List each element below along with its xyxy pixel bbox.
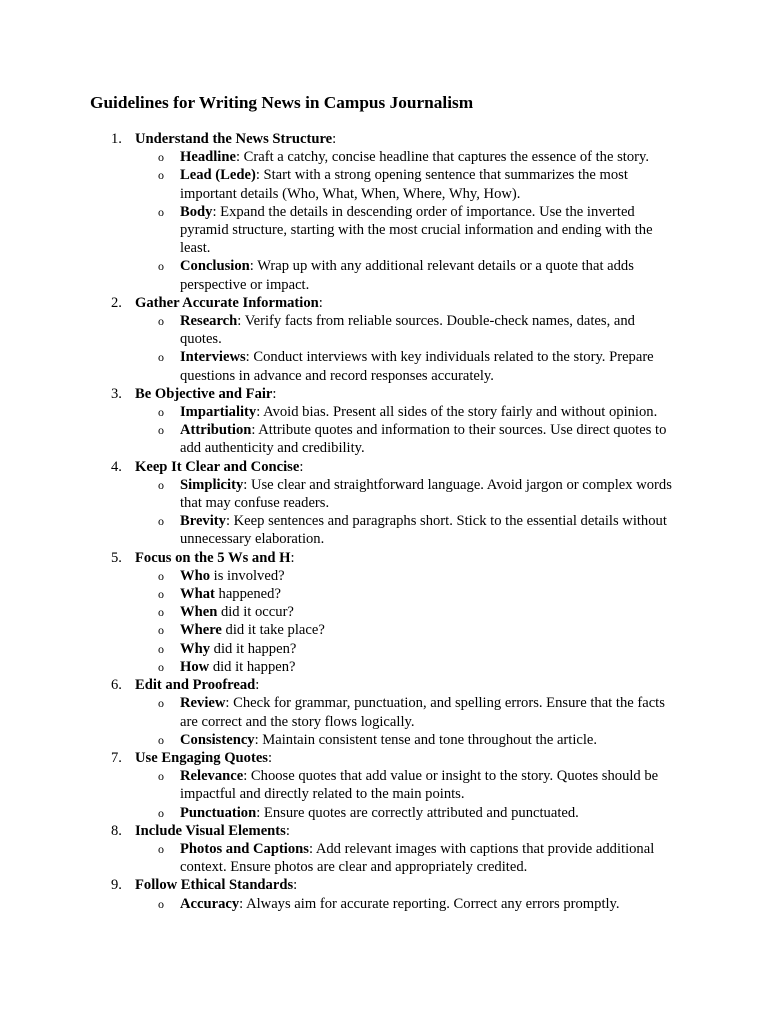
sub-point-term: Conclusion — [180, 258, 250, 275]
sub-point-term: Punctuation — [180, 804, 257, 821]
bullet-icon: o — [158, 314, 164, 329]
section-heading-text: Follow Ethical Standards — [135, 877, 294, 894]
bullet-icon: o — [158, 168, 164, 183]
sub-point-term: What — [180, 586, 215, 603]
sub-point-term: Lead (Lede) — [180, 167, 256, 184]
sub-point-text: : Check for grammar, punctuation, and spelling errors. Ensure that the facts are correct and the story flows logically. — [180, 695, 665, 730]
section-number: 8. — [111, 822, 122, 839]
sub-point-text: : Expand the details in descending order of importance. Use the inverted pyramid structure, starting with the most crucial information and ending with the least. — [180, 203, 653, 257]
sub-point-text: is involved? — [210, 567, 285, 584]
sub-point — [135, 895, 680, 913]
sub-point-term: Relevance — [180, 768, 244, 785]
sub-point — [135, 421, 680, 457]
sub-point-term: Brevity — [180, 513, 226, 530]
sub-point-term: Impartiality — [180, 404, 257, 421]
sub-point — [135, 585, 680, 603]
sub-point-text: : Conduct interviews with key individuals related to the story. Prepare questions in advance and record responses accurately. — [180, 349, 654, 384]
sub-point-list — [135, 312, 680, 385]
guideline-section — [0, 385, 680, 458]
section-heading-colon: : — [267, 749, 273, 766]
bullet-icon: o — [158, 659, 164, 674]
guideline-section — [0, 130, 680, 294]
guideline-section — [0, 294, 680, 385]
sub-point-text: : Attribute quotes and information to their sources. Use direct quotes to add authenticity and credibility. — [180, 422, 667, 457]
section-number: 3. — [111, 385, 122, 402]
sub-point — [135, 203, 680, 258]
sub-point-text: : Keep sentences and paragraphs short. Stick to the essential details without unnecessary elaboration. — [180, 513, 667, 548]
bullet-icon: o — [158, 204, 164, 219]
sub-point-list — [135, 694, 680, 749]
sub-point — [135, 476, 680, 512]
section-heading-colon: : — [272, 385, 277, 402]
sub-point-list — [135, 895, 680, 913]
bullet-icon: o — [158, 350, 164, 365]
sub-point-text: did it take place? — [221, 622, 325, 639]
sub-point-text: : Verify facts from reliable sources. Double-check names, dates, and quotes. — [180, 313, 635, 348]
section-heading — [135, 676, 680, 694]
sub-point-text: : Wrap up with any additional relevant details or a quote that adds perspective or impact. — [180, 258, 634, 293]
sub-point-text: happened? — [214, 586, 281, 603]
section-heading-colon: : — [293, 877, 298, 894]
sub-point-term: Consistency — [180, 731, 255, 748]
sub-point — [135, 731, 680, 749]
guideline-section — [0, 676, 680, 749]
sub-point — [135, 640, 680, 658]
guideline-section — [0, 822, 680, 877]
sub-point — [135, 567, 680, 585]
sub-point-term: Research — [180, 313, 238, 330]
sub-point-list — [135, 840, 680, 876]
sub-point-text: : Ensure quotes are correctly attributed and punctuated. — [256, 804, 579, 821]
bullet-icon: o — [158, 259, 164, 274]
sub-point — [135, 166, 680, 202]
sub-point-term: How — [180, 658, 210, 675]
guideline-section — [0, 549, 680, 676]
sub-point-text: : Avoid bias. Present all sides of the story fairly and without opinion. — [256, 404, 658, 421]
sub-point — [135, 257, 680, 293]
section-number: 1. — [111, 131, 122, 147]
section-heading-text: Edit and Proofread — [135, 677, 256, 694]
sub-point-term: Why — [180, 640, 211, 657]
sub-point — [135, 148, 680, 166]
sub-point — [135, 403, 680, 421]
sub-point — [135, 312, 680, 348]
sub-point — [135, 348, 680, 384]
bullet-icon: o — [158, 841, 164, 856]
guideline-section — [0, 458, 680, 549]
section-number: 5. — [111, 549, 122, 566]
section-number: 6. — [111, 677, 122, 694]
section-heading-text: Be Objective and Fair — [135, 385, 273, 402]
section-heading — [135, 876, 680, 894]
sub-point-text: : Use clear and straightforward language. Avoid jargon or complex words that may confuse readers. — [180, 476, 672, 512]
bullet-icon: o — [158, 805, 164, 820]
document-title: Guidelines for Writing News in Campus Journalism — [90, 93, 474, 112]
section-heading — [135, 822, 680, 840]
bullet-icon: o — [158, 641, 164, 656]
section-heading-colon: : — [255, 677, 260, 694]
sub-point-term: Headline — [180, 149, 236, 166]
section-heading — [135, 749, 680, 767]
section-number: 2. — [111, 294, 122, 311]
section-heading — [135, 458, 680, 476]
sub-point — [135, 840, 680, 876]
sub-point-term: Body — [180, 203, 213, 220]
bullet-icon: o — [158, 732, 164, 747]
sub-point — [135, 603, 680, 621]
section-number: 4. — [111, 458, 122, 475]
section-heading-colon: : — [318, 294, 323, 311]
section-heading-text: Gather Accurate Information — [135, 294, 319, 311]
sub-point-text: did it happen? — [210, 640, 297, 657]
section-heading — [135, 294, 680, 312]
guideline-section — [0, 876, 680, 912]
bullet-icon: o — [158, 696, 164, 711]
sub-point-text: : Choose quotes that add value or insight to the story. Quotes should be impactful and directly related to the main points. — [180, 768, 659, 803]
sub-point-term: Simplicity — [180, 476, 244, 493]
sub-point-term: Interviews — [180, 349, 246, 366]
sub-point-text: did it occur? — [217, 604, 294, 621]
sub-point — [135, 804, 680, 822]
sub-point-list — [135, 148, 680, 294]
section-heading-text: Focus on the 5 Ws and H — [135, 549, 291, 566]
section-heading-colon: : — [332, 131, 337, 147]
sub-point — [135, 694, 680, 730]
guidelines-list — [0, 130, 768, 913]
bullet-icon: o — [158, 623, 164, 638]
sub-point-text: : Add relevant images with captions that provide additional context. Ensure photos are clear and appropriately credited. — [180, 840, 655, 876]
section-heading-colon: : — [299, 458, 304, 475]
sub-point-list — [135, 476, 680, 549]
sub-point — [135, 512, 680, 548]
section-number: 7. — [111, 749, 122, 766]
sub-point-text: : Maintain consistent tense and tone throughout the article. — [254, 731, 598, 748]
guideline-section — [0, 749, 680, 822]
bullet-icon: o — [158, 769, 164, 784]
bullet-icon: o — [158, 896, 164, 911]
section-heading — [135, 385, 680, 403]
section-heading-text: Keep It Clear and Concise — [135, 458, 300, 475]
sub-point — [135, 658, 680, 676]
section-heading-text: Include Visual Elements — [135, 822, 286, 839]
sub-point-term: When — [180, 604, 218, 621]
bullet-icon: o — [158, 405, 164, 420]
sub-point-list — [135, 403, 680, 458]
sub-point-text: did it happen? — [209, 658, 296, 675]
bullet-icon: o — [158, 587, 164, 602]
bullet-icon: o — [158, 568, 164, 583]
sub-point-term: Accuracy — [180, 895, 240, 912]
sub-point-list — [135, 567, 680, 676]
sub-point-text: : Craft a catchy, concise headline that captures the essence of the story. — [235, 149, 649, 166]
sub-point-list — [135, 767, 680, 822]
section-heading-text: Understand the News Structure — [135, 131, 333, 147]
sub-point — [135, 621, 680, 639]
section-heading-text: Use Engaging Quotes — [135, 749, 268, 766]
sub-point-term: Who — [180, 567, 211, 584]
bullet-icon: o — [158, 477, 164, 492]
bullet-icon: o — [158, 605, 164, 620]
sub-point-term: Review — [180, 695, 226, 712]
sub-point-term: Photos and Captions — [180, 840, 309, 857]
section-heading-colon: : — [285, 822, 290, 839]
sub-point-term: Attribution — [180, 422, 252, 439]
bullet-icon: o — [158, 423, 164, 438]
sub-point — [135, 767, 680, 803]
section-number: 9. — [111, 877, 122, 894]
section-heading — [135, 130, 680, 148]
sub-point-text: : Start with a strong opening sentence that summarizes the most important details (Who, What, When, Where, Why, How). — [180, 167, 628, 202]
section-heading-colon: : — [290, 549, 295, 566]
bullet-icon: o — [158, 150, 164, 165]
sub-point-text: : Always aim for accurate reporting. Correct any errors promptly. — [239, 895, 620, 912]
section-heading — [135, 549, 680, 567]
sub-point-term: Where — [180, 622, 222, 639]
bullet-icon: o — [158, 514, 164, 529]
